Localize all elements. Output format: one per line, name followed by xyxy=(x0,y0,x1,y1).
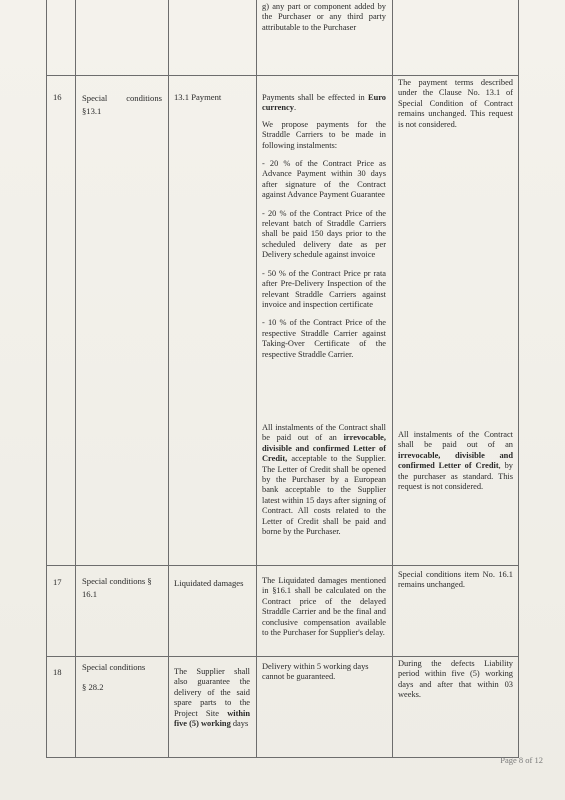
instalment-1: - 20 % of the Contract Price as Advance Payment within 30 days after signature of the Contract against Advance Payment Guarantee xyxy=(262,159,386,200)
payment-currency-text: Payments shall be effected in Euro currency. xyxy=(262,93,386,113)
table-col-divider-3 xyxy=(256,0,257,757)
instalment-2: - 20 % of the Contract Price of the relevant batch of Straddle Carriers shall be paid 150 days prior to the scheduled delivery date as per Delivery schedule against invoice xyxy=(262,208,386,260)
row-16-response-2 xyxy=(398,430,513,498)
row-18-clause-line2: § 28.2 xyxy=(82,682,104,692)
page-number: Page 8 of 12 xyxy=(500,755,543,765)
table-border-bottom xyxy=(46,757,519,758)
row-16-subject: 13.1 Payment xyxy=(174,92,222,102)
row-divider-17 xyxy=(46,565,519,566)
row-18-clause-line1: Special conditions xyxy=(82,662,146,672)
row-18-requirement: Delivery within 5 working days cannot be guaranteed. xyxy=(262,662,369,682)
row-18-response: During the defects Liability period within five (5) working days and after that within 03 weeks. xyxy=(398,659,513,700)
row-16-number: 16 xyxy=(53,92,62,102)
row-17-subject: Liquidated damages xyxy=(174,578,244,588)
table-col-divider-2 xyxy=(168,0,169,757)
response-lc-text: All instalments of the Contract shall be paid out of an irrevocable, divisible and confirmed Letter of Credit, by the purchaser as standard. This request is not considered. xyxy=(398,430,513,492)
row-16-requirement xyxy=(262,93,386,368)
row-16-response-1: The payment terms described under the Clause No. 13.1 of Special Condition of Contract remains unchanged. This request is not considered. xyxy=(398,78,513,129)
row-18-clause xyxy=(82,662,162,693)
instalment-4: - 10 % of the Contract Price of the respective Straddle Carrier against Taking-Over Certificate of the respective Straddle Carrier. xyxy=(262,318,386,359)
row-17-requirement: The Liquidated damages mentioned in §16.1 shall be calculated on the Contract price of the delayed Straddle Carrier and be the final and conclusive compensation available to the Purchaser for Supplier's delay. xyxy=(262,576,386,638)
instalment-3: - 50 % of the Contract Price pr rata after Pre-Delivery Inspection of the relevant Straddle Carriers against invoice and inspection certificate xyxy=(262,268,386,309)
row-18-subject: The Supplier shall also guarantee the delivery of the said spare parts to the Project Site within five (5) working days xyxy=(174,667,250,729)
row-17-number: 17 xyxy=(53,577,62,587)
table-col-divider-1 xyxy=(75,0,76,757)
letter-of-credit-text: All instalments of the Contract shall be paid out of an irrevocable, divisible and confirmed Letter of Credit, acceptable to the Supplier. The Letter of Credit shall be opened by the Purchaser by a European bank acceptable to the Supplier latest within 15 days after signing of Contract. All costs related to the Letter of Credit shall be paid and borne by the Purchaser. xyxy=(262,423,386,537)
row-g-requirement: g) any part or component added by the Purchaser or any third party attributable to the Purchaser xyxy=(262,2,386,32)
payment-proposal-text: We propose payments for the Straddle Carriers to be made in following instalments: xyxy=(262,119,386,150)
row-16-letter-of-credit xyxy=(262,423,386,543)
row-divider-16 xyxy=(46,75,519,76)
row-divider-18 xyxy=(46,656,519,657)
row-16-clause: Special conditions §13.1 xyxy=(82,93,162,116)
row-17-response: Special conditions item No. 16.1 remains unchanged. xyxy=(398,570,513,590)
table-col-divider-4 xyxy=(392,0,393,757)
table-border-right xyxy=(518,0,519,757)
row-18-number: 18 xyxy=(53,667,62,677)
row-17-clause: Special conditions § 16.1 xyxy=(82,576,152,599)
table-border-left xyxy=(46,0,47,757)
